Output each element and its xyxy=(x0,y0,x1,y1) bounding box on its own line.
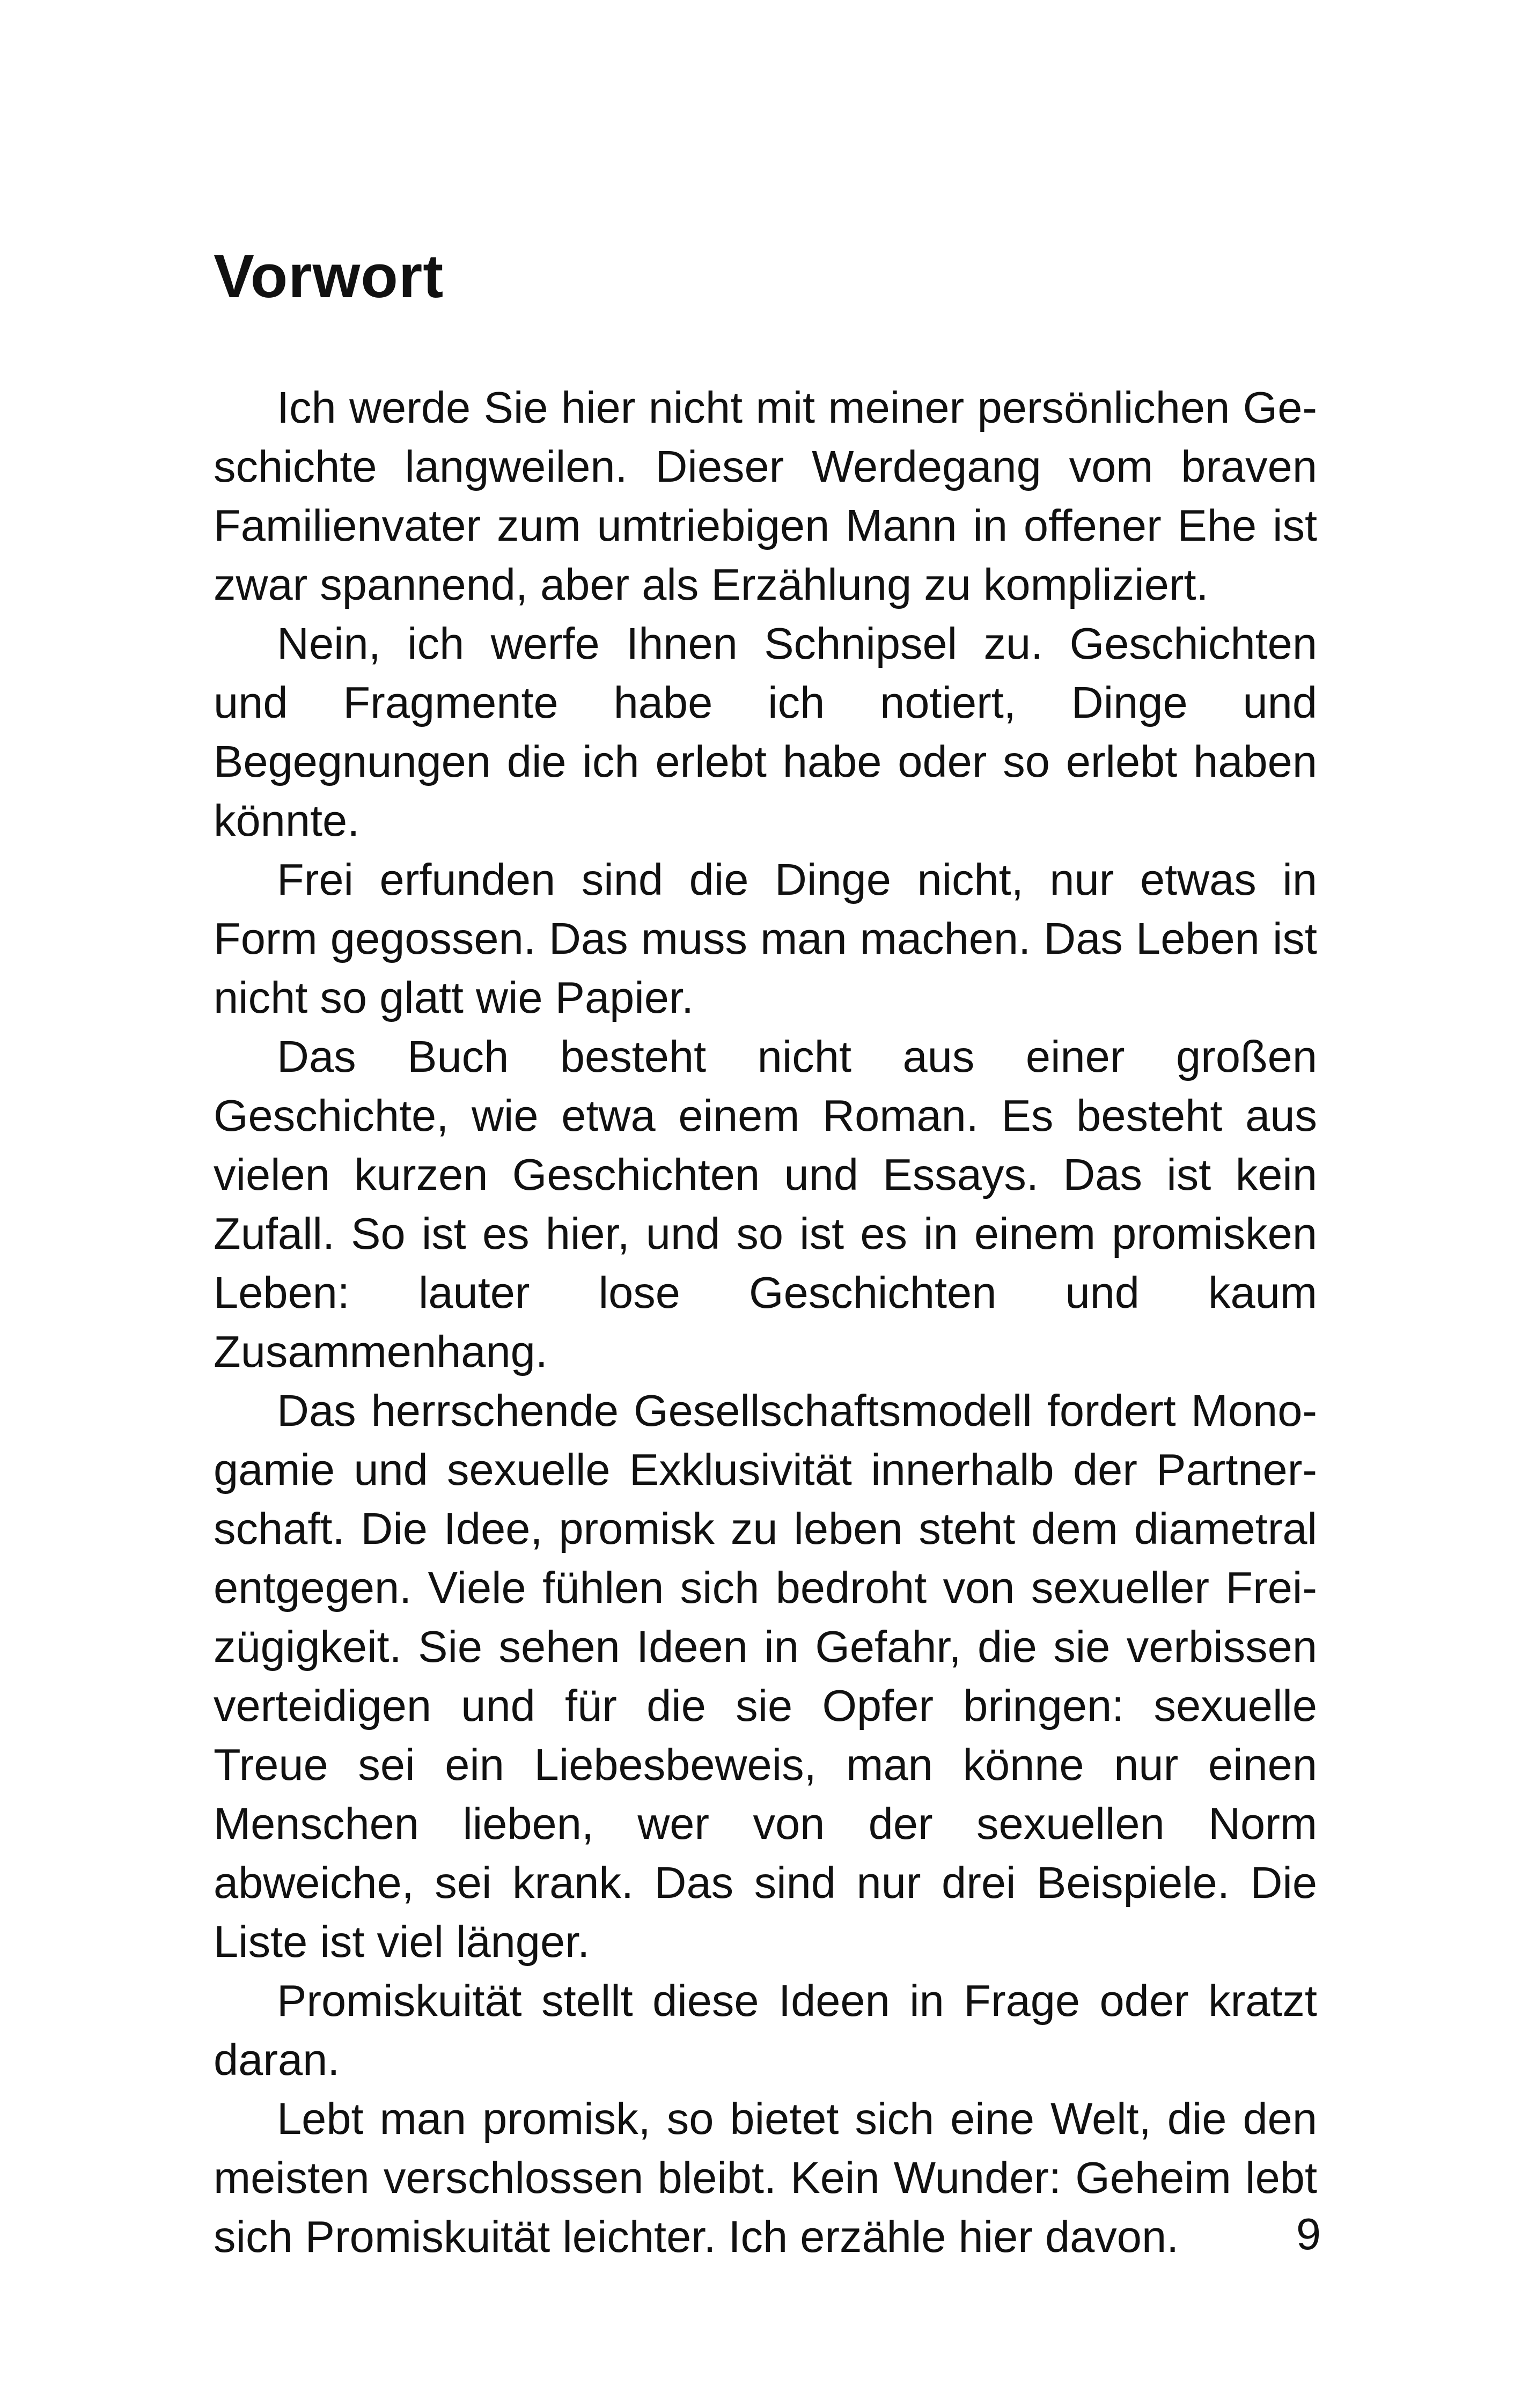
paragraph: Ich werde Sie hier nicht mit meiner persönlichen Geschichte langweilen. Dieser Werdegang vom braven Familienvater zum umtriebigen Mann in offener Ehe ist zwar spannend, aber als Erzählung zu kompliziert. xyxy=(214,382,1317,609)
paragraph: Lebt man promisk, so bietet sich eine Welt, die den meisten verschlossen bleibt. Kein Wunder: Geheim lebt sich Promiskuität leichter. Ich erzähle hier davon. xyxy=(214,2094,1317,2262)
paragraph: Das Buch besteht nicht aus einer großen Geschichte, wie etwa einem Roman. Es besteht aus vielen kurzen Geschichten und Essays. Das ist kein Zufall. So ist es hier, und so ist es in einem promisken Leben: lauter lose Geschichten und kaum Zusammenhang. xyxy=(214,1032,1317,1376)
paragraph: Nein, ich werfe Ihnen Schnipsel zu. Geschichten und Fragmente habe ich notiert, Dinge und Begegnungen die ich erlebt habe oder so erlebt haben könnte. xyxy=(214,618,1317,845)
paragraph: Promiskuität stellt diese Ideen in Frage oder kratzt daran. xyxy=(214,1976,1317,2085)
page-number: 9 xyxy=(1296,2209,1321,2259)
paragraph: Frei erfunden sind die Dinge nicht, nur etwas in Form gegossen. Das muss man machen. Das Leben ist nicht so glatt wie Papier. xyxy=(214,855,1317,1022)
chapter-body xyxy=(214,378,1317,2266)
paragraph: Das herrschende Gesellschaftsmodell fordert Monogamie und sexuelle Exklusivität innerhalb der Partnerschaft. Die Idee, promisk zu leben steht dem diametral entgegen. Viele fühlen sich bedroht von sexueller Freizügigkeit. Sie sehen Ideen in Gefahr, die sie verbissen verteidigen und für die sie Opfer bringen: sexuelle Treue sei ein Liebesbeweis, man könne nur einen Menschen lieben, wer von der sexuellen Norm abweiche, sei krank. Das sind nur drei Beispiele. Die Liste ist viel länger. xyxy=(214,1386,1317,1967)
chapter-heading: Vorwort xyxy=(214,242,444,311)
